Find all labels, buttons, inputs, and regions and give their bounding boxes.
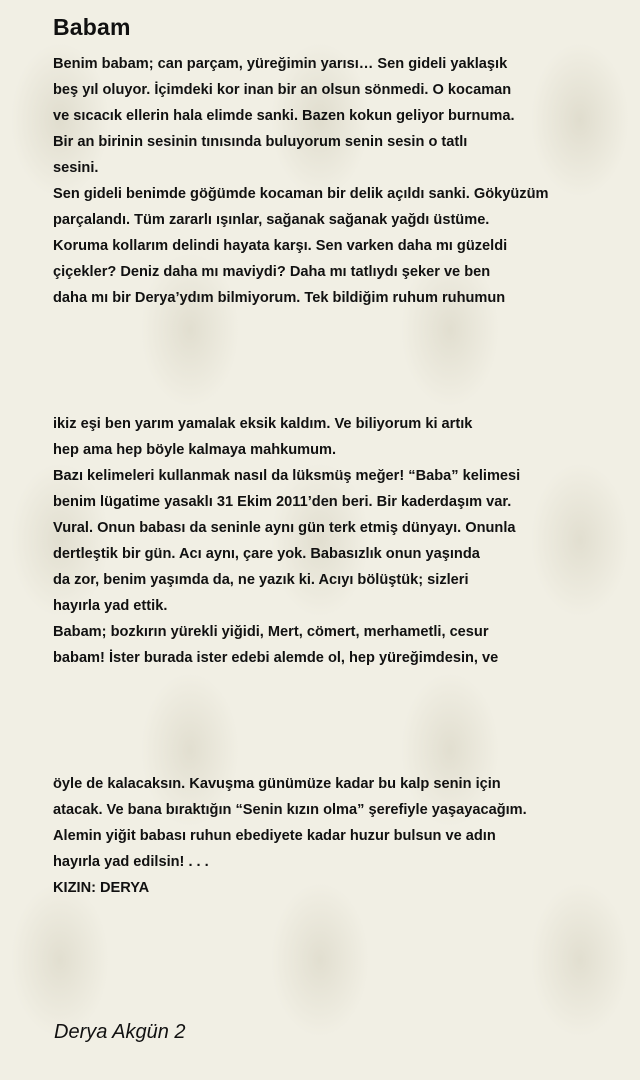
poem-line: Benim babam; can parçam, yüreğimin yarısı… Sen gideli yaklaşık <box>53 56 508 72</box>
poem-stanza <box>53 51 623 311</box>
poem-line: atacak. Ve bana bıraktığın “Senin kızın olma” şerefiyle yaşayacağım. <box>53 802 527 818</box>
poem-line: beş yıl oluyor. İçimdeki kor inan bir an olsun sönmedi. O kocaman <box>53 82 512 98</box>
poem-stanza <box>53 411 623 671</box>
poem-line: Vural. Onun babası da seninle aynı gün terk etmiş dünyayı. Onunla <box>53 520 516 536</box>
poem-line: hayırla yad edilsin! . . . <box>53 854 209 870</box>
poem-line: Babam; bozkırın yürekli yiğidi, Mert, cömert, merhametli, cesur <box>53 624 489 640</box>
poem-line: hayırla yad ettik. <box>53 598 168 614</box>
poem-line: da zor, benim yaşımda da, ne yazık ki. Acıyı bölüştük; sizleri <box>53 572 469 588</box>
poem-line: Koruma kollarım delindi hayata karşı. Sen varken daha mı güzeldi <box>53 238 508 254</box>
poem-line: çiçekler? Deniz daha mı maviydi? Daha mı tatlıydı şeker ve ben <box>53 264 491 280</box>
poem-signature: KIZIN: DERYA <box>53 880 150 896</box>
poem-line: daha mı bir Derya’ydım bilmiyorum. Tek bildiğim ruhum ruhumun <box>53 290 506 306</box>
poem-line: sesini. <box>53 160 99 176</box>
poem-line: babam! İster burada ister edebi alemde ol, hep yüreğimdesin, ve <box>53 650 499 666</box>
poem-line: Bazı kelimeleri kullanmak nasıl da lüksmüş meğer! “Baba” kelimesi <box>53 468 521 484</box>
poem-line: Bir an birinin sesinin tınısında buluyorum senin sesin o tatlı <box>53 134 468 150</box>
poem-line: Alemin yiğit babası ruhun ebediyete kadar huzur bulsun ve adın <box>53 828 496 844</box>
poem-author: Derya Akgün 2 <box>54 1021 186 1043</box>
poem-stanza <box>53 771 623 901</box>
poem-line: öyle de kalacaksın. Kavuşma günümüze kadar bu kalp senin için <box>53 776 501 792</box>
poem-title: Babam <box>53 14 131 40</box>
poem-line: hep ama hep böyle kalmaya mahkumum. <box>53 442 337 458</box>
poem-line: parçalandı. Tüm zararlı ışınlar, sağanak sağanak yağdı üstüme. <box>53 212 490 228</box>
poem-line: Sen gideli benimde göğümde kocaman bir delik açıldı sanki. Gökyüzüm <box>53 186 549 202</box>
poem-line: ikiz eşi ben yarım yamalak eksik kaldım. Ve biliyorum ki artık <box>53 416 473 432</box>
poem-line: dertleştik bir gün. Acı aynı, çare yok. Babasızlık onun yaşında <box>53 546 480 562</box>
poem-line: benim lügatime yasaklı 31 Ekim 2011’den beri. Bir kaderdaşım var. <box>53 494 512 510</box>
poem-line: ve sıcacık ellerin hala elimde sanki. Bazen kokun geliyor burnuma. <box>53 108 515 124</box>
